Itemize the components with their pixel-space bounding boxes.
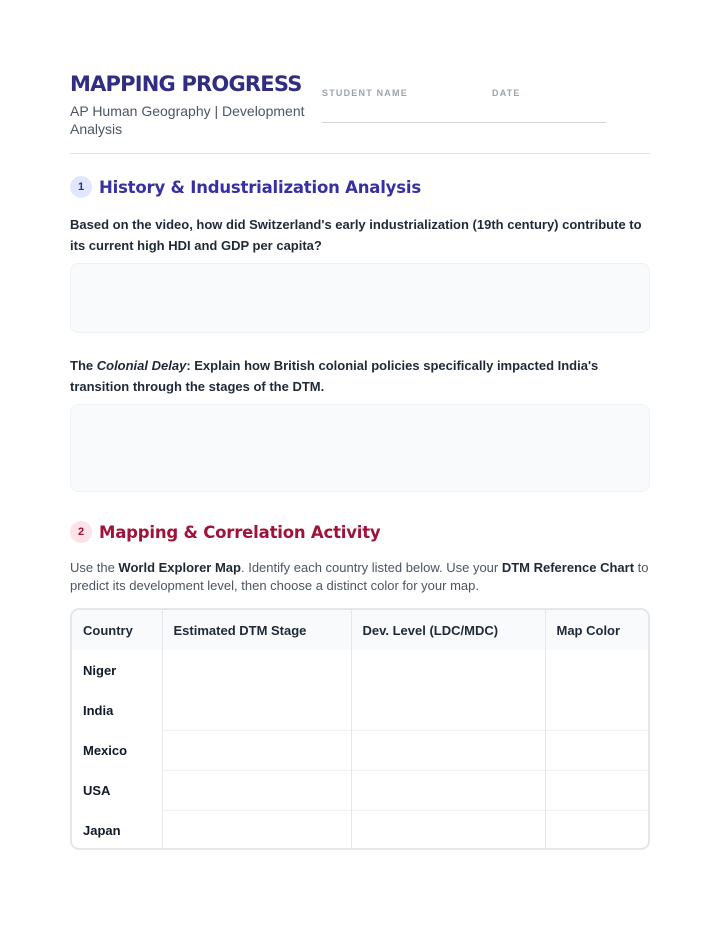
map-color-cell[interactable] xyxy=(545,810,650,850)
table-row xyxy=(72,770,650,810)
country-cell: Japan xyxy=(72,810,162,850)
question-2-prefix: The xyxy=(70,358,97,373)
table-header-row xyxy=(72,610,650,650)
country-table xyxy=(70,608,650,850)
section-1-title: History & Industrialization Analysis xyxy=(99,177,421,197)
table-row xyxy=(72,650,650,690)
activity-instructions xyxy=(70,559,654,595)
country-cell: Mexico xyxy=(72,730,162,770)
country-cell: India xyxy=(72,690,162,730)
page-title: MAPPING PROGRESS xyxy=(70,72,302,96)
dtm-stage-cell[interactable] xyxy=(162,690,351,730)
section-1-heading xyxy=(70,176,421,198)
country-cell: USA xyxy=(72,770,162,810)
map-color-cell[interactable] xyxy=(545,730,650,770)
map-color-cell[interactable] xyxy=(545,690,650,730)
date-field[interactable] xyxy=(494,122,606,123)
question-2-text: : Explain how British colonial policies specifically impacted India's transition through the stages of the DTM. xyxy=(70,358,599,394)
table-row xyxy=(72,690,650,730)
instr-bold-map: World Explorer Map xyxy=(118,560,241,575)
instr-bold-chart: DTM Reference Chart xyxy=(501,560,635,575)
section-2-number-badge: 2 xyxy=(70,521,92,543)
dtm-stage-cell[interactable] xyxy=(162,730,351,770)
col-header-country: Country xyxy=(72,610,162,650)
instr-text-1: Use the xyxy=(70,560,119,575)
table-row xyxy=(72,730,650,770)
question-1: Based on the video, how did Switzerland's early industrialization (19th century) contribute to its current high HDI and GDP per capita? xyxy=(70,217,642,253)
section-2-heading xyxy=(70,521,381,543)
date-label: DATE xyxy=(492,88,521,98)
col-header-dtm-stage: Estimated DTM Stage xyxy=(162,610,351,650)
map-color-cell[interactable] xyxy=(545,650,650,690)
student-name-field[interactable] xyxy=(322,122,494,123)
dtm-stage-cell[interactable] xyxy=(162,770,351,810)
instr-text-2: . Identify each country listed below. Use your xyxy=(240,560,502,575)
col-header-map-color: Map Color xyxy=(545,610,650,650)
dev-level-cell[interactable] xyxy=(351,730,545,770)
instr-text-3: to predict its development level, then choose a distinct color for your map. xyxy=(70,560,649,593)
section-1-number-badge: 1 xyxy=(70,176,92,198)
dev-level-cell[interactable] xyxy=(351,650,545,690)
country-cell: Niger xyxy=(72,650,162,690)
dev-level-cell[interactable] xyxy=(351,770,545,810)
answer-box-2[interactable] xyxy=(70,404,650,492)
table-row xyxy=(72,810,650,850)
section-2-title: Mapping & Correlation Activity xyxy=(99,522,381,542)
student-name-label: STUDENT NAME xyxy=(322,88,408,98)
dtm-stage-cell[interactable] xyxy=(162,810,351,850)
question-2 xyxy=(70,355,650,397)
worksheet-header xyxy=(70,70,650,154)
col-header-dev-level: Dev. Level (LDC/MDC) xyxy=(351,610,545,650)
dtm-stage-cell[interactable] xyxy=(162,650,351,690)
dev-level-cell[interactable] xyxy=(351,810,545,850)
map-color-cell[interactable] xyxy=(545,770,650,810)
page-subtitle: AP Human Geography | Development Analysis xyxy=(70,103,305,137)
answer-box-1[interactable] xyxy=(70,263,650,333)
dev-level-cell[interactable] xyxy=(351,690,545,730)
question-2-italic-term: Colonial Delay xyxy=(96,358,187,373)
